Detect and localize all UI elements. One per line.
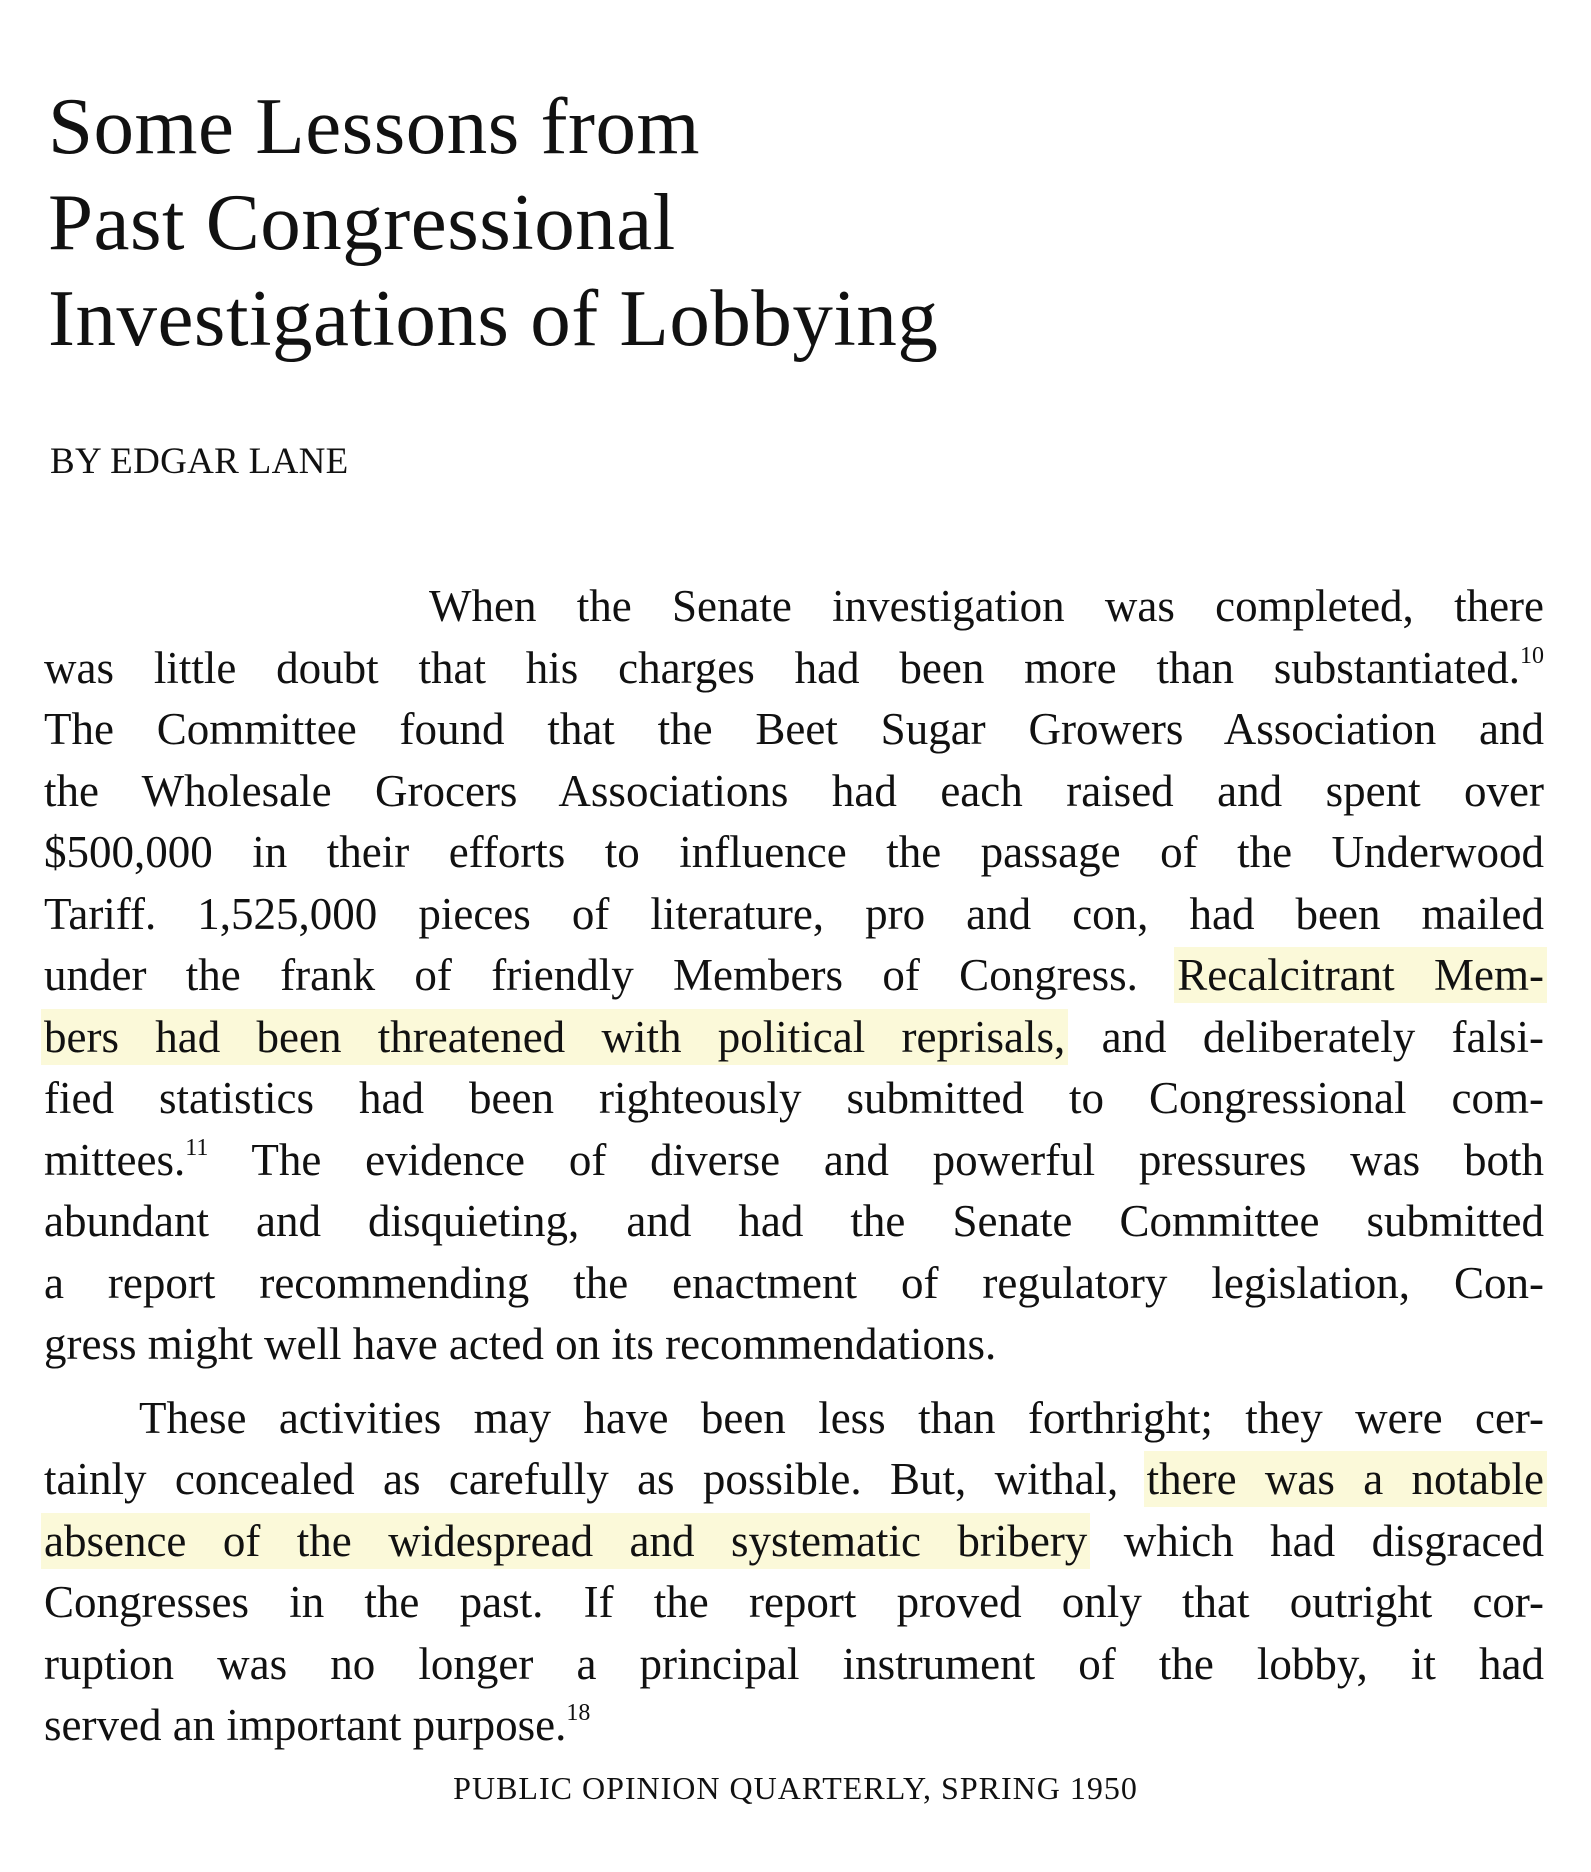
title-line-3: Investigations of Lobbying: [48, 273, 939, 363]
paragraph-2: [44, 1388, 1544, 1757]
text-segment: under the frank of friendly Members of Congress.: [44, 950, 1178, 1000]
text-line: [44, 1130, 1544, 1192]
text-line: [44, 1572, 1544, 1634]
text-line: [44, 699, 1544, 761]
text-segment: Congresses in the past. If the report proved only that outright cor-: [44, 1577, 1544, 1627]
text-segment: mittees.: [44, 1134, 186, 1185]
text-line: [44, 1634, 1544, 1696]
text-line: [429, 576, 1544, 638]
text-line: [44, 945, 1544, 1007]
footnote-ref-11[interactable]: 11: [185, 1134, 209, 1161]
byline: BY EDGAR LANE: [50, 441, 349, 482]
text-segment: The evidence of diverse and powerful pressures was both: [208, 1134, 1544, 1185]
footnote-ref-18[interactable]: 18: [566, 1700, 591, 1726]
text-line: [44, 1068, 1544, 1130]
title-line-2: Past Congressional: [48, 177, 676, 267]
highlighted-text[interactable]: Recalcitrant Mem-: [1177, 950, 1544, 1000]
text-segment: gress might well have acted on its recommendations.: [44, 1319, 997, 1369]
text-segment: abundant and disquieting, and had the Senate Committee submitted: [44, 1196, 1544, 1246]
journal-footer: PUBLIC OPINION QUARTERLY, SPRING 1950: [453, 1770, 1138, 1806]
text-segment: $500,000 in their efforts to influence the passage of the Underwood: [44, 827, 1544, 877]
text-line: [44, 884, 1544, 946]
text-line: [44, 638, 1544, 700]
text-segment: and deliberately falsi-: [1065, 1011, 1544, 1062]
article-title: [48, 78, 1248, 366]
text-segment: the Wholesale Grocers Associations had each raised and spent over: [44, 765, 1544, 816]
text-segment: The Committee found that the Beet Sugar Growers Association and: [44, 704, 1544, 754]
text-segment: a report recommending the enactment of regulatory legislation, Con-: [44, 1257, 1544, 1308]
text-line: [44, 1511, 1544, 1573]
text-line: [44, 1191, 1544, 1253]
text-segment: which had disgraced: [1087, 1515, 1545, 1566]
paragraph-1: [44, 576, 1544, 1376]
text-line: [44, 1253, 1544, 1315]
text-line: [44, 822, 1544, 884]
text-line: [44, 761, 1544, 823]
text-segment: fied statistics had been righteously submitted to Congressional com-: [44, 1073, 1544, 1123]
text-segment: These activities may have been less than forthright; they were cer-: [139, 1392, 1544, 1443]
text-segment: tainly concealed as carefully as possible. But, withal,: [44, 1454, 1147, 1504]
title-line-1: Some Lessons from: [48, 81, 700, 171]
text-line: [139, 1388, 1544, 1450]
text-line: [44, 1695, 1544, 1757]
text-line: [44, 1314, 1544, 1376]
text-segment: When the Senate investigation was completed, there: [429, 581, 1544, 631]
text-line: [44, 1007, 1544, 1069]
text-segment: served an important purpose.: [44, 1700, 567, 1750]
highlighted-text[interactable]: there was a notable: [1146, 1454, 1545, 1504]
article-body: [44, 576, 1544, 1757]
text-line: [44, 1449, 1544, 1511]
text-segment: was little doubt that his charges had been more than substantiated.: [44, 642, 1520, 693]
text-segment: Tariff. 1,525,000 pieces of literature, pro and con, had been mailed: [44, 888, 1544, 939]
text-segment: ruption was no longer a principal instrument of the lobby, it had: [44, 1638, 1544, 1689]
highlighted-text[interactable]: absence of the widespread and systematic bribery: [44, 1515, 1088, 1566]
footnote-ref-10[interactable]: 10: [1520, 642, 1544, 669]
highlighted-text[interactable]: bers had been threatened with political reprisals,: [44, 1011, 1066, 1062]
